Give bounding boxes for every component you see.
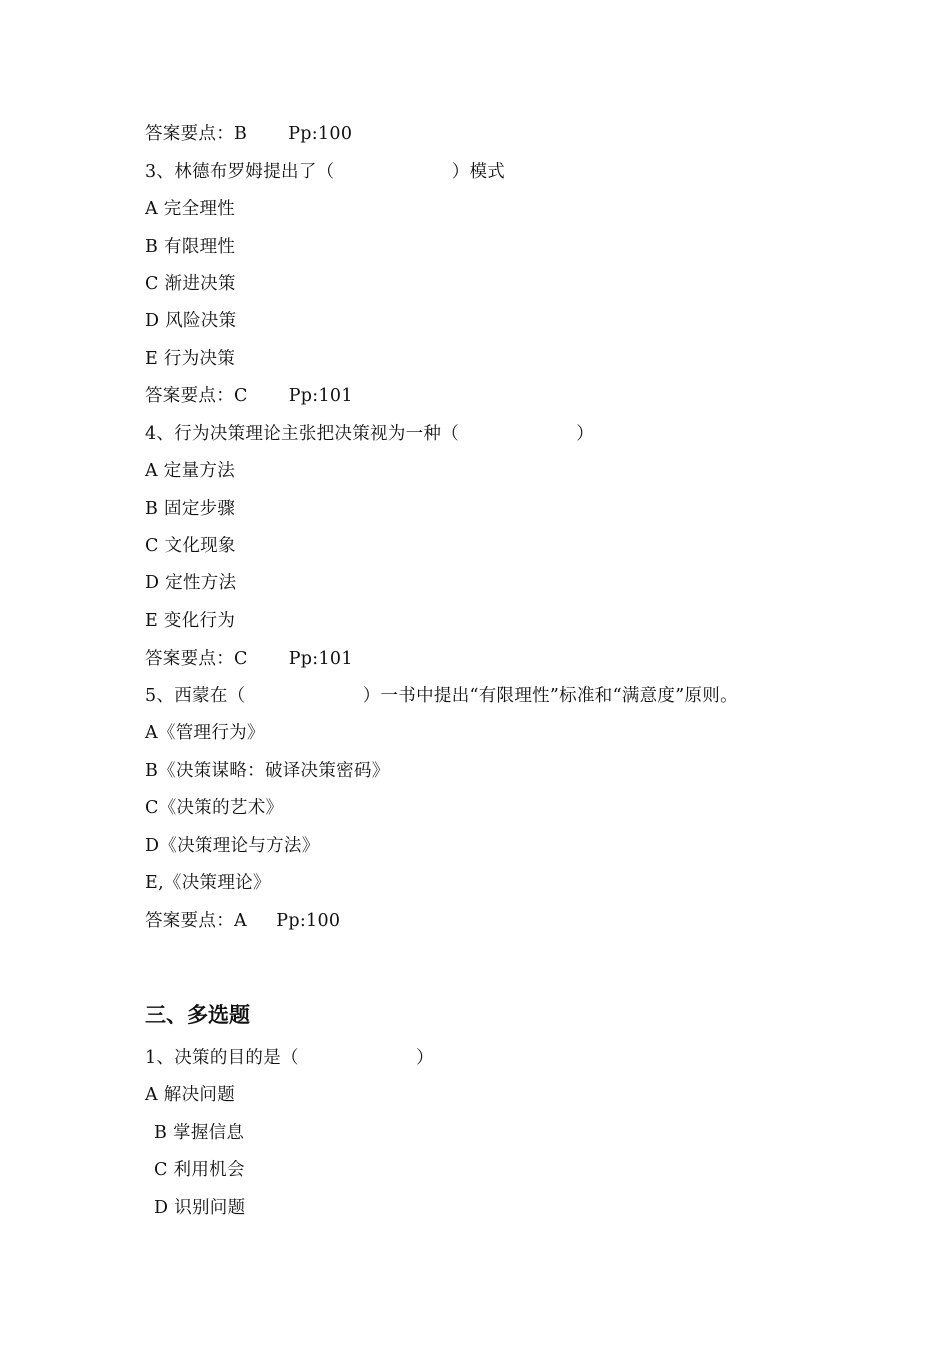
q3-option-a: A 完全理性 [145, 199, 236, 219]
section-heading-multiple-choice: 三、多选题 [145, 1003, 250, 1027]
mq1-option-d: D 识别问题 [154, 1198, 246, 1218]
q3-option-e: E 行为决策 [145, 349, 236, 369]
question-4: 4、行为决策理论主张把决策视为一种（ ） [145, 424, 595, 444]
question-3: 3、林德布罗姆提出了（ ）模式 [145, 162, 506, 182]
answer-key-q2: 答案要点：B Pp:100 [145, 124, 353, 144]
q5-option-b: B《决策谋略：破译决策密码》 [145, 761, 390, 781]
multi-question-1: 1、决策的目的是（ ） [145, 1048, 434, 1068]
q3-option-d: D 风险决策 [145, 311, 237, 331]
mq1-option-c: C 利用机会 [154, 1160, 245, 1180]
q3-option-b: B 有限理性 [145, 237, 236, 257]
q3-option-c: C 渐进决策 [145, 274, 236, 294]
q5-option-d: D《决策理论与方法》 [145, 836, 320, 856]
answer-key-q3: 答案要点：C Pp:101 [145, 386, 353, 406]
q5-option-c: C《决策的艺术》 [145, 798, 284, 818]
q4-option-c: C 文化现象 [145, 536, 236, 556]
answer-key-q4: 答案要点：C Pp:101 [145, 649, 353, 669]
answer-key-q5: 答案要点：A Pp:100 [145, 911, 341, 931]
mq1-option-a: A 解决问题 [145, 1085, 236, 1105]
q5-option-e: E,《决策理论》 [145, 873, 271, 893]
q4-option-d: D 定性方法 [145, 573, 237, 593]
q4-option-b: B 固定步骤 [145, 499, 236, 519]
question-5: 5、西蒙在（ ）一书中提出“有限理性”标准和“满意度”原则。 [145, 686, 738, 706]
q5-option-a: A《管理行为》 [145, 723, 265, 743]
mq1-option-b: B 掌握信息 [154, 1123, 245, 1143]
q4-option-e: E 变化行为 [145, 611, 236, 631]
q4-option-a: A 定量方法 [145, 461, 236, 481]
